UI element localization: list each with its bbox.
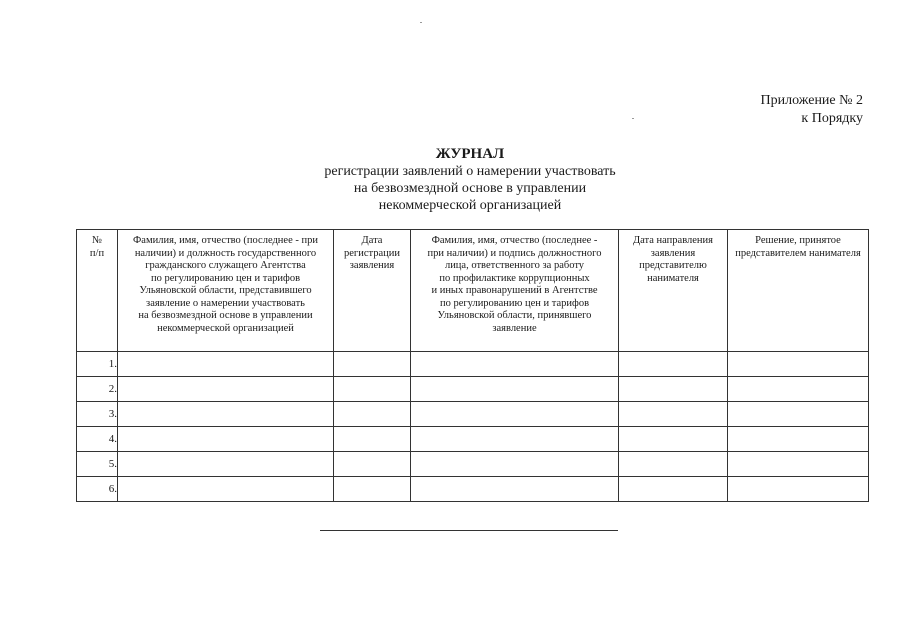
table-cell [728, 452, 869, 477]
table-cell [411, 477, 619, 502]
table-cell [728, 477, 869, 502]
header-responsible-official: Фамилия, имя, отчество (последнее - при наличии) и подпись должностного лица, ответственного за работу по профилактике коррупционных и иных правонарушений в Агентстве по регулированию цен и тарифов Ульяновской области, принявшего заявление [411, 230, 619, 352]
document-title: ЖУРНАЛ [435, 146, 505, 162]
document-subtitle-line: на безвозмездной основе в управлении [353, 181, 587, 196]
table-cell [118, 452, 334, 477]
table-row [77, 352, 869, 377]
table-cell [619, 377, 728, 402]
table-cell [411, 427, 619, 452]
table-row [77, 452, 869, 477]
table-cell [334, 377, 411, 402]
appendix-number: Приложение № 2 [760, 93, 863, 108]
table-row [77, 377, 869, 402]
table-cell [334, 452, 411, 477]
header-registration-date: Дата регистрации заявления [334, 230, 411, 352]
header-sending-date: Дата направления заявления представителю нанимателя [619, 230, 728, 352]
table-cell [619, 427, 728, 452]
header-decision: Решение, принятое представителем нанимателя [728, 230, 869, 352]
table-row [77, 402, 869, 427]
table-row [77, 427, 869, 452]
document-subtitle-line: регистрации заявлений о намерении участвовать [324, 164, 616, 179]
table-cell [118, 427, 334, 452]
table-row [77, 477, 869, 502]
table-cell [334, 427, 411, 452]
table-cell [411, 452, 619, 477]
table-cell [118, 477, 334, 502]
header-row-number: № п/п [77, 230, 118, 352]
table-cell [334, 402, 411, 427]
journal-table [76, 229, 869, 502]
table-header-row [77, 230, 869, 352]
appendix-label [761, 92, 864, 128]
row-number: 1. [77, 352, 118, 377]
table-cell [334, 477, 411, 502]
table-cell [619, 452, 728, 477]
table-cell [334, 352, 411, 377]
table-cell [728, 377, 869, 402]
table-cell [411, 377, 619, 402]
row-number: 2. [77, 377, 118, 402]
scan-speck [632, 118, 634, 119]
document-subtitle-line: некоммерческой организацией [378, 198, 562, 213]
row-number: 5. [77, 452, 118, 477]
table-cell [728, 427, 869, 452]
table-cell [118, 352, 334, 377]
document-title-block [280, 146, 660, 214]
table-cell [411, 352, 619, 377]
row-number: 6. [77, 477, 118, 502]
header-employee: Фамилия, имя, отчество (последнее - при наличии) и должность государственного гражданского служащего Агентства по регулированию цен и тарифов Ульяновской области, представившего заявление о намерении участвовать на безвозмездной основе в управлении некоммерческой организацией [118, 230, 334, 352]
scan-speck [420, 22, 422, 23]
row-number: 3. [77, 402, 118, 427]
table-cell [619, 477, 728, 502]
table-cell [411, 402, 619, 427]
table-cell [619, 402, 728, 427]
table-cell [728, 352, 869, 377]
table-cell [619, 352, 728, 377]
row-number: 4. [77, 427, 118, 452]
table-cell [118, 377, 334, 402]
appendix-reference: к Порядку [801, 111, 863, 126]
signature-line [320, 530, 618, 531]
table-cell [728, 402, 869, 427]
table-cell [118, 402, 334, 427]
